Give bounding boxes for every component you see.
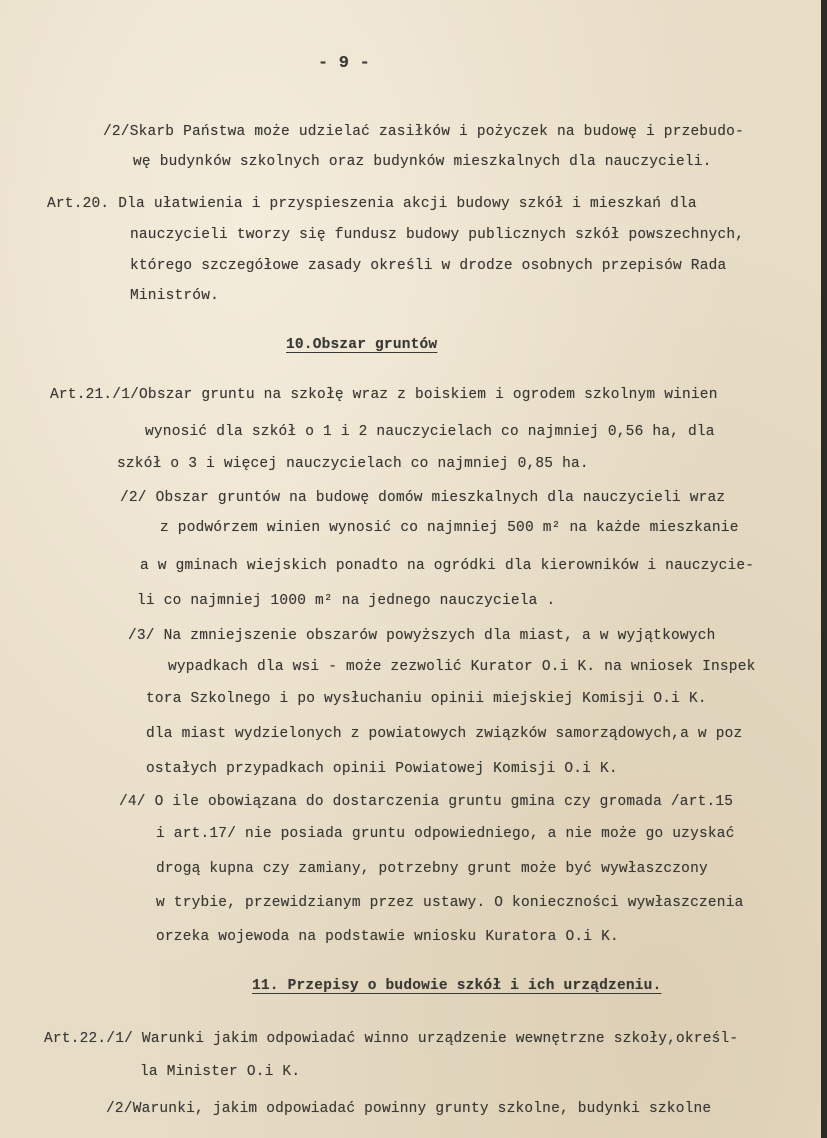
text-line: ostałych przypadkach opinii Powiatowej Komisji O.i K. <box>146 761 618 777</box>
text-line: li co najmniej 1000 m² na jednego nauczyciela . <box>137 593 556 609</box>
text-line: tora Szkolnego i po wysłuchaniu opinii miejskiej Komisji O.i K. <box>146 691 707 707</box>
text-line: wę budynków szkolnych oraz budynków mieszkalnych dla nauczycieli. <box>133 154 712 170</box>
text-line: /2/ Obszar gruntów na budowę domów mieszkalnych dla nauczycieli wraz <box>120 490 726 506</box>
text-line: którego szczegółowe zasady określi w drodze osobnych przepisów Rada <box>130 258 727 274</box>
scan-edge <box>821 0 827 1138</box>
text-line: z podwórzem winien wynosić co najmniej 500 m² na każde mieszkanie <box>160 520 739 536</box>
text-line: szkół o 3 i więcej nauczycielach co najmniej 0,85 ha. <box>117 456 589 472</box>
text-line: wypadkach dla wsi - może zezwolić Kurator O.i K. na wniosek Inspek <box>168 659 756 675</box>
text-line: wynosić dla szkół o 1 i 2 nauczycielach co najmniej 0,56 ha, dla <box>145 424 715 440</box>
page-number: - 9 - <box>318 54 371 73</box>
text-line: drogą kupna czy zamiany, potrzebny grunt może być wywłaszczony <box>156 861 708 877</box>
text-line: Art.20. Dla ułatwienia i przyspieszenia akcji budowy szkół i mieszkań dla <box>47 196 697 212</box>
text-line: Ministrów. <box>130 288 220 304</box>
text-line: /2/Warunki, jakim odpowiadać powinny grunty szkolne, budynki szkolne <box>106 1101 712 1117</box>
section-heading: 10.Obszar gruntów <box>286 337 438 353</box>
text-line: dla miast wydzielonych z powiatowych związków samorządowych,a w poz <box>146 726 743 742</box>
text-line: orzeka wojewoda na podstawie wniosku Kuratora O.i K. <box>156 929 619 945</box>
text-line: Art.21./1/Obszar gruntu na szkołę wraz z boiskiem i ogrodem szkolnym winien <box>50 387 718 403</box>
text-line: a w gminach wiejskich ponadto na ogródki dla kierowników i nauczycie- <box>140 558 755 574</box>
section-heading: 11. Przepisy o budowie szkół i ich urządzeniu. <box>252 978 662 994</box>
text-line: la Minister O.i K. <box>140 1064 301 1080</box>
text-line: i art.17/ nie posiada gruntu odpowiedniego, a nie może go uzyskać <box>156 826 735 842</box>
text-line: nauczycieli tworzy się fundusz budowy publicznych szkół powszechnych, <box>130 227 745 243</box>
text-line: Art.22./1/ Warunki jakim odpowiadać winno urządzenie wewnętrzne szkoły,określ- <box>44 1031 739 1047</box>
text-line: /2/Skarb Państwa może udzielać zasiłków i pożyczek na budowę i przebudo- <box>103 124 744 140</box>
text-line: /4/ O ile obowiązana do dostarczenia gruntu gmina czy gromada /art.15 <box>119 794 734 810</box>
text-line: w trybie, przewidzianym przez ustawy. O konieczności wywłaszczenia <box>156 895 744 911</box>
text-line: /3/ Na zmniejszenie obszarów powyższych dla miast, a w wyjątkowych <box>128 628 716 644</box>
